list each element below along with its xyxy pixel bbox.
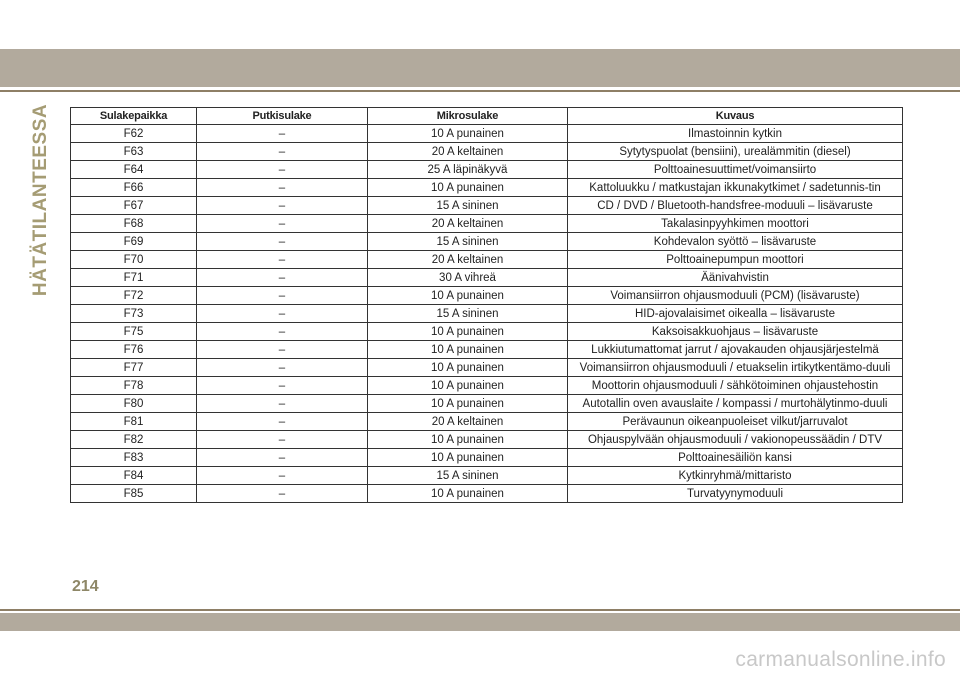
cell-micro-fuse: 10 A punainen xyxy=(368,341,568,359)
cell-description: Perävaunun oikeanpuoleiset vilkut/jarruvalot xyxy=(568,413,903,431)
header-micro-fuse: Mikrosulake xyxy=(368,108,568,125)
cell-fuse-position: F73 xyxy=(71,305,197,323)
cell-fuse-position: F64 xyxy=(71,161,197,179)
cell-cartridge-fuse: – xyxy=(197,395,368,413)
cell-micro-fuse: 25 A läpinäkyvä xyxy=(368,161,568,179)
table-row xyxy=(71,305,903,323)
cell-fuse-position: F77 xyxy=(71,359,197,377)
cell-micro-fuse: 20 A keltainen xyxy=(368,251,568,269)
fuse-table xyxy=(70,107,903,503)
cell-description: Äänivahvistin xyxy=(568,269,903,287)
table-row xyxy=(71,395,903,413)
cell-description: Polttoainepumpun moottori xyxy=(568,251,903,269)
footer-band xyxy=(0,613,960,631)
cell-cartridge-fuse: – xyxy=(197,269,368,287)
cell-cartridge-fuse: – xyxy=(197,323,368,341)
watermark: carmanualsonline.info xyxy=(735,648,946,671)
table-row xyxy=(71,143,903,161)
header-rule xyxy=(0,90,960,92)
cell-cartridge-fuse: – xyxy=(197,305,368,323)
table-row xyxy=(71,179,903,197)
cell-micro-fuse: 10 A punainen xyxy=(368,431,568,449)
cell-fuse-position: F84 xyxy=(71,467,197,485)
cell-cartridge-fuse: – xyxy=(197,251,368,269)
cell-fuse-position: F80 xyxy=(71,395,197,413)
table-row xyxy=(71,341,903,359)
table-row xyxy=(71,197,903,215)
cell-micro-fuse: 10 A punainen xyxy=(368,179,568,197)
cell-description: HID-ajovalaisimet oikealla – lisävaruste xyxy=(568,305,903,323)
cell-micro-fuse: 15 A sininen xyxy=(368,233,568,251)
cell-cartridge-fuse: – xyxy=(197,125,368,143)
cell-description: Kattoluukku / matkustajan ikkunakytkimet / sadetunnis-tin xyxy=(568,179,903,197)
cell-description: Polttoainesuuttimet/voimansiirto xyxy=(568,161,903,179)
table-row xyxy=(71,233,903,251)
cell-micro-fuse: 20 A keltainen xyxy=(368,413,568,431)
cell-cartridge-fuse: – xyxy=(197,485,368,503)
cell-description: Takalasinpyyhkimen moottori xyxy=(568,215,903,233)
cell-cartridge-fuse: – xyxy=(197,179,368,197)
cell-description: Polttoainesäiliön kansi xyxy=(568,449,903,467)
fuse-table-body xyxy=(71,125,903,503)
cell-fuse-position: F68 xyxy=(71,215,197,233)
cell-description: Voimansiirron ohjausmoduuli / etuakselin irtikytkentämo-duuli xyxy=(568,359,903,377)
table-row xyxy=(71,125,903,143)
table-header-row xyxy=(71,108,903,125)
header-band xyxy=(0,49,960,87)
cell-fuse-position: F70 xyxy=(71,251,197,269)
table-row xyxy=(71,161,903,179)
cell-micro-fuse: 15 A sininen xyxy=(368,197,568,215)
table-row xyxy=(71,251,903,269)
cell-fuse-position: F81 xyxy=(71,413,197,431)
cell-description: Turvatyynymoduuli xyxy=(568,485,903,503)
cell-cartridge-fuse: – xyxy=(197,431,368,449)
table-row xyxy=(71,449,903,467)
cell-description: Moottorin ohjausmoduuli / sähkötoiminen ohjaustehostin xyxy=(568,377,903,395)
cell-micro-fuse: 10 A punainen xyxy=(368,125,568,143)
table-row xyxy=(71,377,903,395)
cell-fuse-position: F76 xyxy=(71,341,197,359)
cell-micro-fuse: 15 A sininen xyxy=(368,467,568,485)
cell-fuse-position: F83 xyxy=(71,449,197,467)
table-row xyxy=(71,467,903,485)
cell-fuse-position: F78 xyxy=(71,377,197,395)
header-description: Kuvaus xyxy=(568,108,903,125)
cell-micro-fuse: 15 A sininen xyxy=(368,305,568,323)
chapter-side-tab xyxy=(28,100,54,300)
cell-fuse-position: F63 xyxy=(71,143,197,161)
table-row xyxy=(71,359,903,377)
cell-cartridge-fuse: – xyxy=(197,143,368,161)
cell-description: Voimansiirron ohjausmoduuli (PCM) (lisävaruste) xyxy=(568,287,903,305)
cell-description: Sytytyspuolat (bensiini), urealämmitin (diesel) xyxy=(568,143,903,161)
cell-description: Lukkiutumattomat jarrut / ajovakauden ohjausjärjestelmä xyxy=(568,341,903,359)
table-row xyxy=(71,215,903,233)
cell-micro-fuse: 20 A keltainen xyxy=(368,215,568,233)
table-row xyxy=(71,485,903,503)
cell-micro-fuse: 30 A vihreä xyxy=(368,269,568,287)
header-cartridge-fuse: Putkisulake xyxy=(197,108,368,125)
cell-micro-fuse: 20 A keltainen xyxy=(368,143,568,161)
cell-cartridge-fuse: – xyxy=(197,287,368,305)
cell-fuse-position: F69 xyxy=(71,233,197,251)
cell-cartridge-fuse: – xyxy=(197,467,368,485)
header-fuse-position: Sulakepaikka xyxy=(71,108,197,125)
table-row xyxy=(71,431,903,449)
cell-cartridge-fuse: – xyxy=(197,233,368,251)
cell-description: Kohdevalon syöttö – lisävaruste xyxy=(568,233,903,251)
cell-micro-fuse: 10 A punainen xyxy=(368,377,568,395)
cell-cartridge-fuse: – xyxy=(197,341,368,359)
cell-micro-fuse: 10 A punainen xyxy=(368,485,568,503)
cell-cartridge-fuse: – xyxy=(197,449,368,467)
table-row xyxy=(71,287,903,305)
chapter-side-tab-label: HÄTÄTILANTEESSA xyxy=(30,103,51,297)
cell-cartridge-fuse: – xyxy=(197,377,368,395)
cell-fuse-position: F72 xyxy=(71,287,197,305)
table-row xyxy=(71,269,903,287)
cell-fuse-position: F85 xyxy=(71,485,197,503)
cell-cartridge-fuse: – xyxy=(197,197,368,215)
cell-micro-fuse: 10 A punainen xyxy=(368,323,568,341)
cell-description: Kytkinryhmä/mittaristo xyxy=(568,467,903,485)
cell-micro-fuse: 10 A punainen xyxy=(368,395,568,413)
cell-cartridge-fuse: – xyxy=(197,359,368,377)
cell-fuse-position: F75 xyxy=(71,323,197,341)
cell-fuse-position: F71 xyxy=(71,269,197,287)
table-row xyxy=(71,323,903,341)
cell-fuse-position: F67 xyxy=(71,197,197,215)
cell-description: Kaksoisakkuohjaus – lisävaruste xyxy=(568,323,903,341)
cell-micro-fuse: 10 A punainen xyxy=(368,287,568,305)
cell-fuse-position: F62 xyxy=(71,125,197,143)
cell-description: Autotallin oven avauslaite / kompassi / murtohälytinmo-duuli xyxy=(568,395,903,413)
cell-cartridge-fuse: – xyxy=(197,161,368,179)
cell-micro-fuse: 10 A punainen xyxy=(368,359,568,377)
cell-fuse-position: F82 xyxy=(71,431,197,449)
cell-cartridge-fuse: – xyxy=(197,413,368,431)
cell-cartridge-fuse: – xyxy=(197,215,368,233)
cell-description: Ohjauspylvään ohjausmoduuli / vakionopeussäädin / DTV xyxy=(568,431,903,449)
cell-fuse-position: F66 xyxy=(71,179,197,197)
page-number: 214 xyxy=(72,578,99,595)
cell-description: Ilmastoinnin kytkin xyxy=(568,125,903,143)
cell-micro-fuse: 10 A punainen xyxy=(368,449,568,467)
cell-description: CD / DVD / Bluetooth-handsfree-moduuli – lisävaruste xyxy=(568,197,903,215)
footer-rule xyxy=(0,609,960,611)
table-row xyxy=(71,413,903,431)
